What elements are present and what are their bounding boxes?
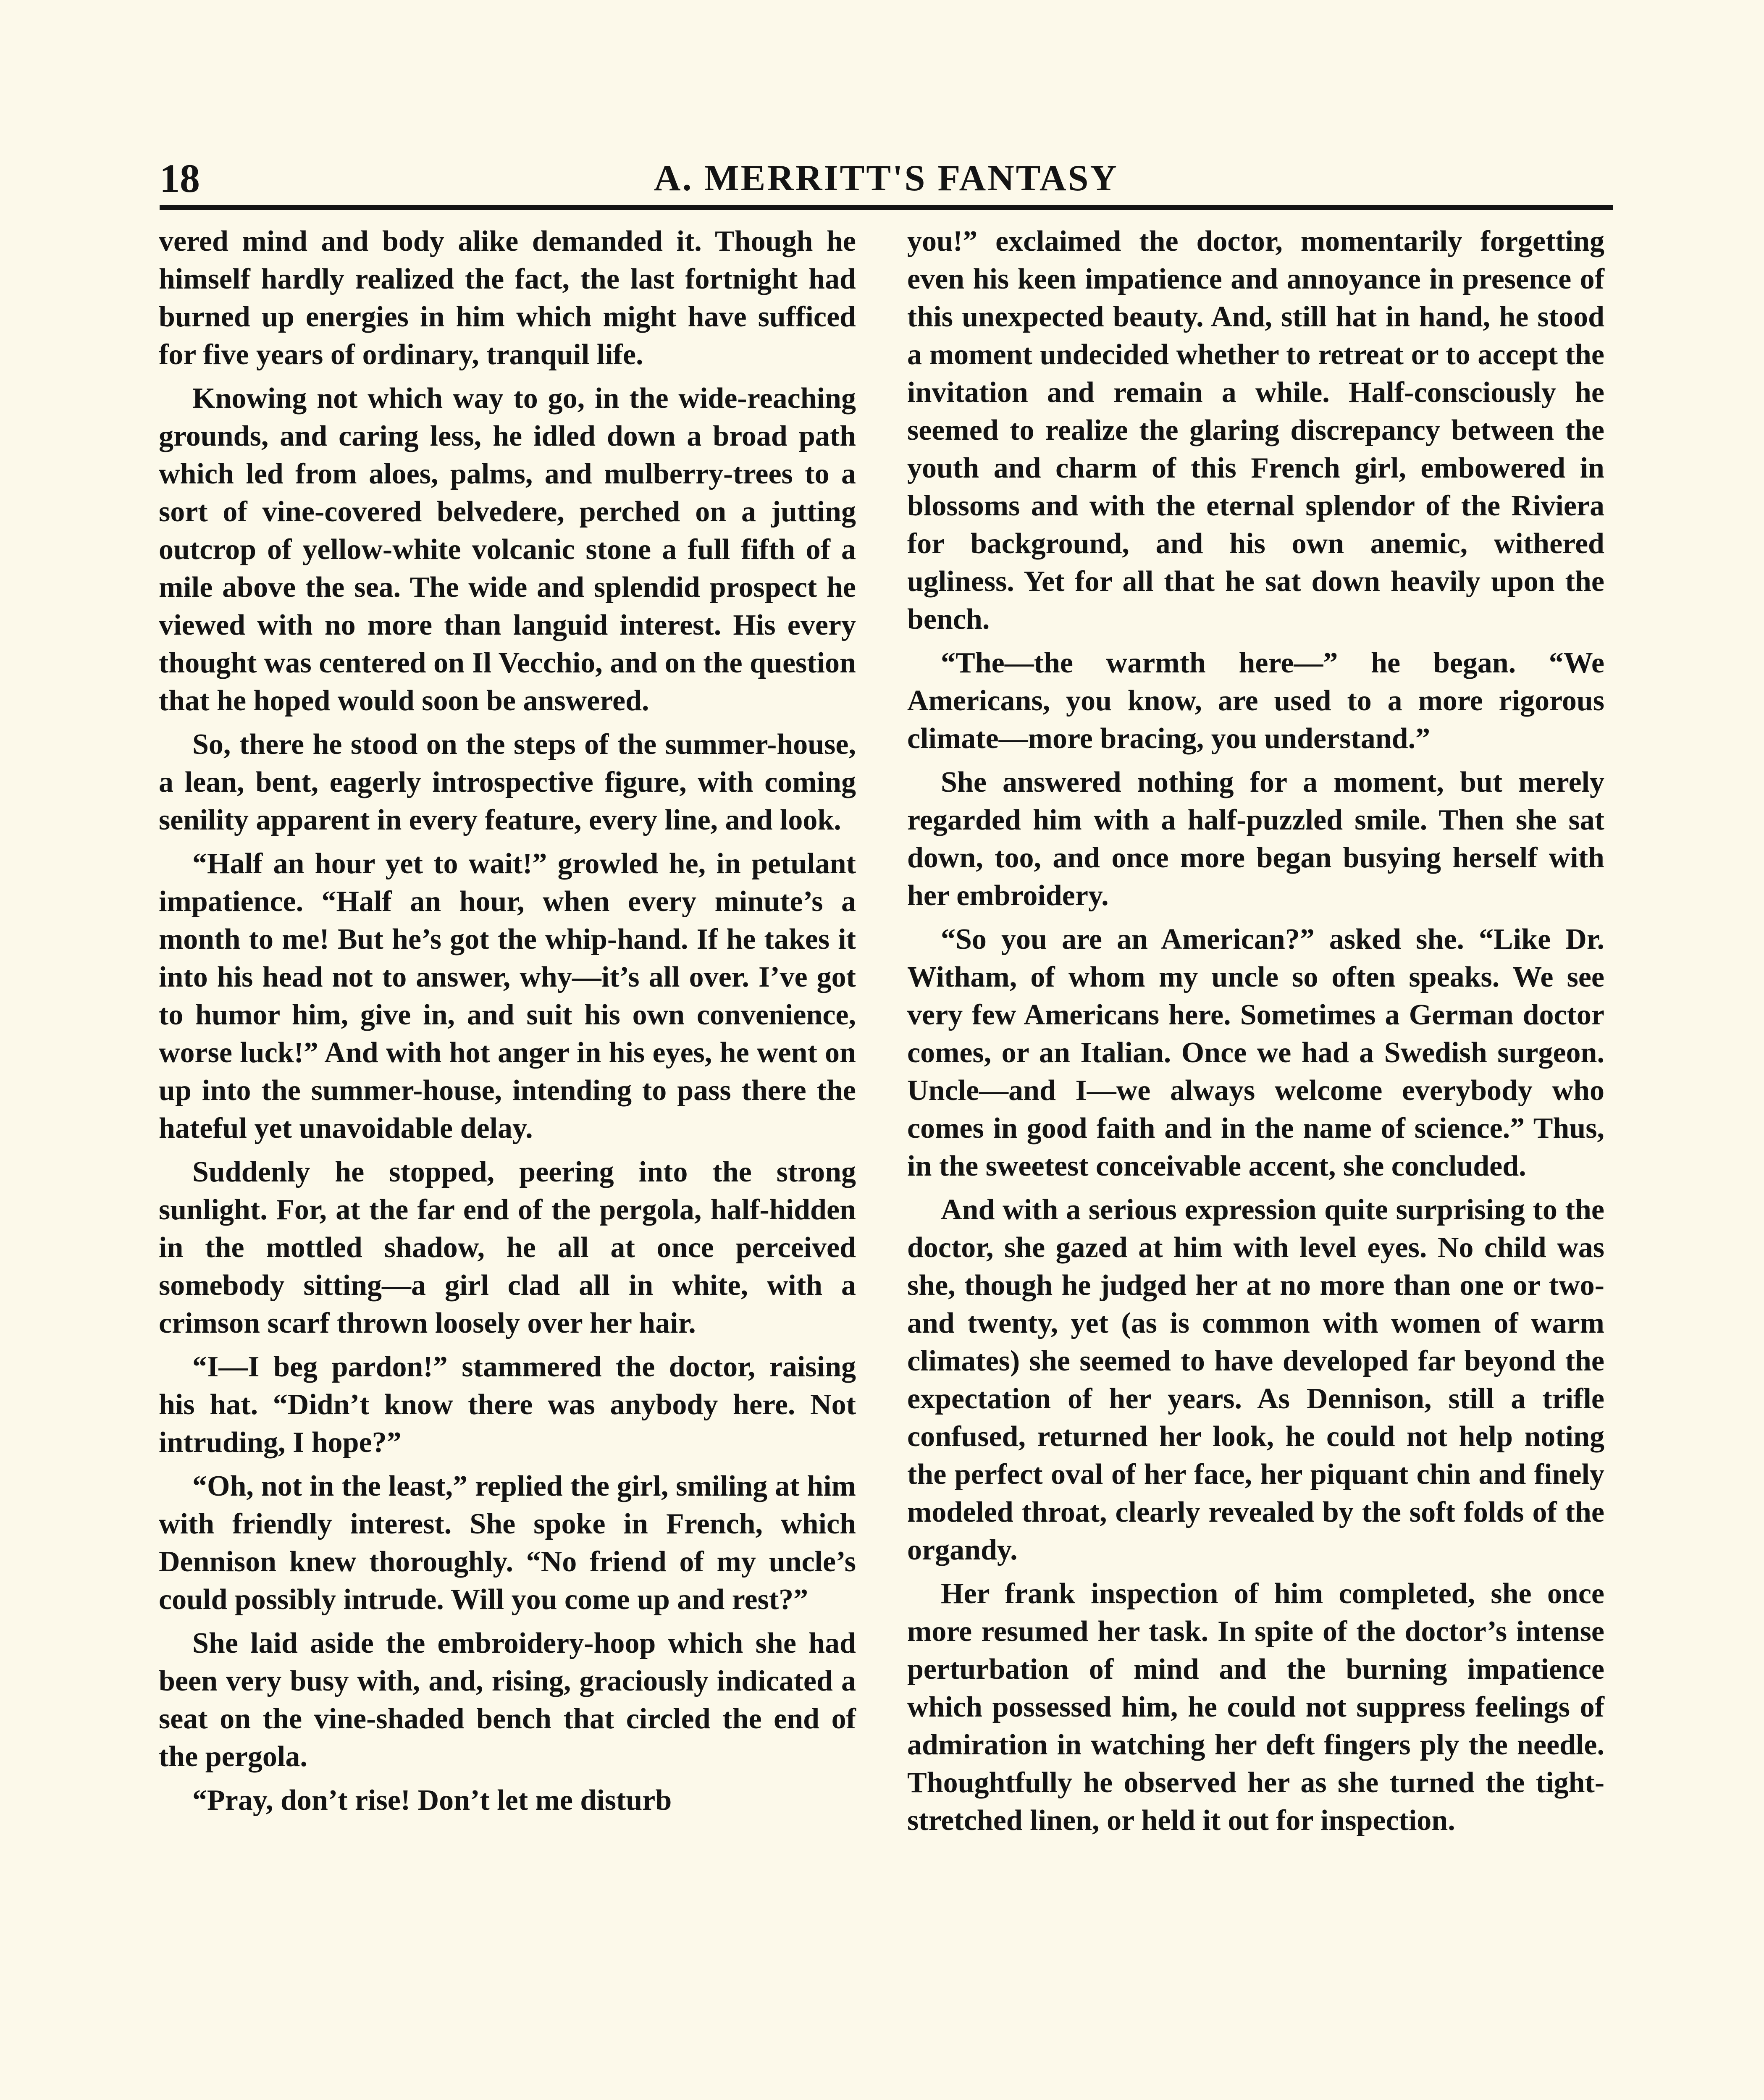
left-column: [159, 223, 856, 1825]
paragraph: you!” exclaimed the doctor, momentarily forgetting even his keen impatience and annoyance in presence of this unexpected beauty. And, still hat in hand, he stood a moment undecided whether to retreat or to accept the invitation and remain a while. Half-consciously he seemed to realize the glaring discrepancy between the youth and charm of this French girl, embowered in blossoms and with the eternal splendor of the Riviera for background, and his own anemic, withered ugliness. Yet for all that he sat down heavily upon the bench.: [907, 225, 1604, 635]
paragraph: Suddenly he stopped, peering into the strong sunlight. For, at the far end of the pergola, half-hidden in the mottled shadow, he all at once perceived somebody sitting—a girl clad all in white, with a crimson scarf thrown loosely over her hair.: [159, 1156, 856, 1339]
paragraph: “I—I beg pardon!” stammered the doctor, raising his hat. “Didn’t know there was anybody here. Not intruding, I hope?”: [159, 1351, 856, 1459]
page-header: [160, 155, 1613, 210]
paragraph: vered mind and body alike demanded it. Though he himself hardly realized the fact, the last fortnight had burned up energies in him which might have sufficed for five years of ordinary, tranquil life.: [159, 225, 856, 371]
paragraph: “Oh, not in the least,” replied the girl, smiling at him with friendly interest. She spoke in French, which Dennison knew thoroughly. “No friend of my uncle’s could possibly intrude. Will you come up and rest?”: [159, 1470, 856, 1616]
paragraph: “Pray, don’t rise! Don’t let me disturb: [192, 1784, 672, 1816]
paragraph: She answered nothing for a moment, but merely regarded him with a half-puzzled smile. Then she sat down, too, and once more began busying herself with her embroidery.: [907, 766, 1604, 912]
paragraph: “Half an hour yet to wait!” growled he, in petulant impatience. “Half an hour, when every minute’s a month to me! But he’s got the whip-hand. If he takes it into his head not to answer, why—it’s all over. I’ve got to humor him, give in, and suit his own convenience, worse luck!” And with hot anger in his eyes, he went on up into the summer-house, intending to pass there the hateful yet unavoidable delay.: [159, 848, 856, 1144]
right-column: [907, 223, 1604, 1845]
paragraph: Her frank inspection of him completed, she once more resumed her task. In spite of the doctor’s intense perturbation of mind and the burning impatience which possessed him, he could not suppress feelings of admiration in watching her deft fingers ply the needle. Thoughtfully he observed her as she turned the tight-stretched linen, or held it out for inspection.: [907, 1578, 1604, 1837]
paragraph: “So you are an American?” asked she. “Like Dr. Witham, of whom my uncle so often speaks. We see very few Americans here. Sometimes a German doctor comes, or an Italian. Once we had a Swedish surgeon. Uncle—and I—we always welcome everybody who comes in good faith and in the name of science.” Thus, in the sweetest conceivable accent, she concluded.: [907, 923, 1604, 1182]
header-rule: [160, 205, 1613, 210]
page-number: 18: [160, 156, 200, 201]
paragraph: She laid aside the embroidery-hoop which she had been very busy with, and, rising, graciously indicated a seat on the vine-shaded bench that circled the end of the pergola.: [159, 1627, 856, 1773]
running-title: A. MERRITT'S FANTASY: [654, 158, 1118, 199]
paragraph: And with a serious expression quite surprising to the doctor, she gazed at him with level eyes. No child was she, though he judged her at no more than one or two-and twenty, yet (as is common with women of warm climates) she seemed to have developed far beyond the expectation of her years. As Dennison, still a trifle confused, returned her look, he could not help noting the perfect oval of her face, her piquant chin and finely modeled throat, clearly revealed by the soft folds of the organdy.: [907, 1194, 1604, 1566]
paragraph: Knowing not which way to go, in the wide-reaching grounds, and caring less, he idled down a broad path which led from aloes, palms, and mulberry-trees to a sort of vine-covered belvedere, perched on a jutting outcrop of yellow-white volcanic stone a full fifth of a mile above the sea. The wide and splendid prospect he viewed with no more than languid interest. His every thought was centered on Il Vecchio, and on the question that he hoped would soon be answered.: [159, 382, 856, 717]
paragraph: “The—the warmth here—” he began. “We Americans, you know, are used to a more rigorous climate—more bracing, you understand.”: [907, 647, 1604, 755]
paragraph: So, there he stood on the steps of the summer-house, a lean, bent, eagerly introspective figure, with coming senility apparent in every feature, every line, and look.: [159, 728, 856, 836]
